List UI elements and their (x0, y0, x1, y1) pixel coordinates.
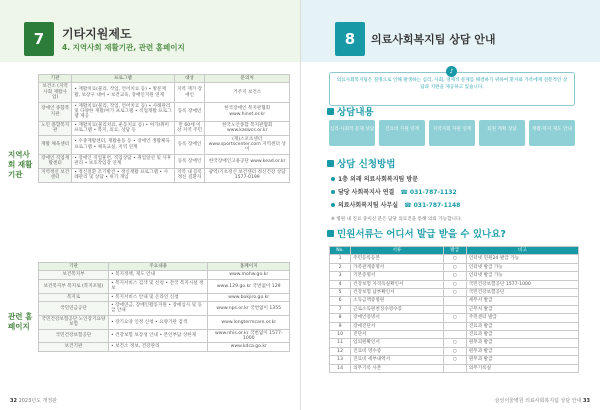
table-cell: 진료과 발급 (466, 322, 578, 330)
table-cell: 의무기록실 (466, 364, 578, 372)
table-cell: 지역 내 등록 정신 질환자 (174, 168, 205, 182)
table-cell: 장애인 종합복지관 (39, 102, 72, 121)
table-row (330, 314, 579, 322)
column-header: 대상 (174, 75, 205, 83)
table-cell: 세무서 발급 (466, 297, 578, 305)
table-cell: 진료과 발급 (466, 331, 578, 339)
table-row (330, 263, 579, 271)
table-row (330, 339, 579, 347)
table-cell: • 재활치료(물리치료, 운동치료 등) • 여가/취미 프로그램 • 복지, 의료, 상담 등 (72, 121, 174, 135)
table-cell: ○ (443, 289, 466, 297)
table-cell (443, 322, 466, 330)
table-cell: ○ (443, 280, 466, 288)
table-cell: 보건소 (지역사회 재활사업) (39, 83, 72, 102)
table-cell: 재활 체육센터 (39, 135, 72, 154)
table-cell: 지역 재가 장애인 (174, 83, 205, 102)
square-icon (327, 108, 334, 115)
table-cell: www.kdca.go.kr (208, 343, 290, 351)
table-cell: 7 (330, 305, 351, 313)
table-cell: 4 (330, 280, 351, 288)
table-cell: • 재활치료(물리, 작업, 언어치료 등) • 사례관리 및 다양한 재활/여가 프로그램 • 직업재활 프로그램 제공 (72, 102, 174, 121)
table-cell: 건강보험 납부확인서 (351, 289, 443, 297)
section-label-rehab: 지역사회 재활 기관 (8, 150, 33, 179)
table-cell: • 정신질환 조기발견 • 정신재활 프로그램 • 사례관리 및 상담 • 위기 개입 (72, 168, 174, 182)
table-cell: 등록 장애인 (174, 154, 205, 168)
apply-note: ※ 병원 내 진료 중이신 분은 담당 의료진을 통해 의뢰 가능합니다. (331, 217, 462, 222)
table-cell: ○ (443, 347, 466, 355)
footer-text: 삼성서울병원 의료사회복지팀 상담 안내 (494, 398, 582, 404)
table-cell: 5 (330, 289, 351, 297)
table-row (39, 121, 290, 135)
notice-box: 의료사회복지팀은 질병으로 인해 발생하는 심리, 사회, 경제적 문제를 해결하기 위하여 환자와 가족에게 전문적인 상담과 지원을 제공하고 있습니다. (329, 72, 575, 106)
phone-number: ☎ 031-787-1132 (400, 189, 457, 196)
table-cell: 2 (330, 263, 351, 271)
table-cell: 14 (330, 364, 351, 372)
bell-icon: ♪ (446, 66, 457, 77)
table-cell: • 보건소 정보, 건강관리 (108, 343, 208, 351)
table-cell: 한국노인종합 복지관협회 www.kaswcs.or.kr (205, 121, 290, 135)
right-footer (495, 397, 590, 404)
table-cell: 거주지 보건소 (205, 83, 290, 102)
footer-text: 2023년도 개정판 (18, 398, 58, 404)
topic-chip: 재활·복지 제도 안내 (529, 120, 575, 146)
table-cell (443, 364, 466, 372)
table-cell (443, 305, 466, 313)
table-cell: 등록 장애인 (174, 135, 205, 154)
table-cell (443, 331, 466, 339)
table-cell: 국민건강보험공단 (39, 329, 109, 343)
section-label-homepage: 관련 홈페이지 (8, 312, 33, 331)
table-cell: 국민건강보험공단 노인장기요양보험 (39, 315, 109, 329)
table-row (330, 289, 579, 297)
table-cell: www.nhis.or.kr 국번없이 1577-1000 (208, 329, 290, 343)
table-row (39, 293, 290, 301)
right-page (300, 0, 600, 410)
table-cell: 원무과 발급 (466, 339, 578, 347)
table-cell: 보건기관 (39, 343, 109, 351)
table-cell: ○ (443, 272, 466, 280)
table-row (39, 279, 290, 293)
rehab-table (38, 74, 290, 183)
table-cell: 복지로 (39, 293, 109, 301)
table-cell: • 장애연금, 장애인활동지원 • 장애심사 및 등급 안내 (108, 302, 208, 316)
table-cell: (재)스포츠센터 www.sportscenter.com 지역센터 상이 (205, 135, 290, 154)
table-row (330, 305, 579, 313)
homepage-table (38, 262, 290, 352)
page-number: 32 (10, 398, 17, 404)
table-row (39, 168, 290, 182)
right-header (301, 0, 600, 62)
table-cell: 11 (330, 339, 351, 347)
table-row (39, 102, 290, 121)
page-title: 의료사회복지팀 상담 안내 (371, 33, 496, 46)
table-cell: 만 60세 이상 지역 주민 (174, 121, 205, 135)
table-cell: www.nps.or.kr 국번없이 1355 (208, 302, 290, 316)
table-cell: 광역/기초정신 보건센터 정신건강 상담 1577-0199 (205, 168, 290, 182)
table-cell: www.bokjiro.go.kr (208, 293, 290, 301)
table-cell: 인터넷 발급 가능 (466, 272, 578, 280)
table-cell: 국민연금공단 (39, 302, 109, 316)
bullet-icon (331, 203, 335, 207)
table-row (39, 329, 290, 343)
section-title: 상담내용 (337, 107, 374, 118)
section-title: 상담 신청방법 (337, 159, 396, 170)
table-cell: 의무기록 사본 (351, 364, 443, 372)
table-cell: 건강보험 자격득실확인서 (351, 280, 443, 288)
page-subtitle: 4. 지역사회 재활기관, 관련 홈페이지 (62, 43, 185, 52)
column-header: 서류 (351, 247, 443, 255)
table-cell: 근로소득원천징수영수증 (351, 305, 443, 313)
bullet-icon (331, 190, 335, 194)
column-header: 기관 (39, 263, 109, 271)
table-cell: • 복지서비스 안내 및 온라인 신청 (108, 293, 208, 301)
topic-chip: 지역사회 자원 연계 (429, 120, 475, 146)
table-cell: • 장기요양 인정 신청 • 요양기관 검색 (108, 315, 208, 329)
table-cell: • 장애인 직업훈련, 직업상담 • 취업알선 및 사후관리 • 보호작업장 연계 (72, 154, 174, 168)
square-icon (327, 230, 334, 237)
topic-chip: 진료비 지원 연계 (379, 120, 425, 146)
column-header: 기관 (39, 75, 72, 83)
table-cell: 인터넷 민원24 발급 가능 (466, 255, 578, 263)
column-header: 문의처 (205, 75, 290, 83)
table-cell: • 건강보험 보장성 안내 • 본인부담 상한제 (108, 329, 208, 343)
table-cell: 원무과 발급 (466, 347, 578, 355)
table-cell: 8 (330, 314, 351, 322)
table-row (330, 322, 579, 330)
table-cell: 진단서 (351, 331, 443, 339)
table-cell: 기본증명서 (351, 272, 443, 280)
table-row (330, 356, 579, 364)
table-row (39, 135, 290, 154)
table-row (39, 83, 290, 102)
square-icon (327, 160, 334, 167)
table-row (39, 343, 290, 351)
table-cell: 장애인증명서 (351, 314, 443, 322)
table-cell: ○ (443, 339, 466, 347)
table-cell: 인터넷 발급 가능 (466, 263, 578, 271)
column-header: 발급 (443, 247, 466, 255)
apply-method (331, 174, 424, 183)
column-header: 주요내용 (108, 263, 208, 271)
table-row (330, 364, 579, 372)
page-number: 33 (583, 398, 590, 404)
chapter-number: 8 (335, 22, 365, 56)
table-cell: ○ (443, 255, 466, 263)
table-cell: 지역정신 보건센터 (39, 168, 72, 182)
table-row (330, 255, 579, 263)
table-row (39, 302, 290, 316)
table-cell: 한국장애인고용공단 www.kead.or.kr (205, 154, 290, 168)
table-cell: 한국장애인 복지관협회 www.hinet.or.kr (205, 102, 290, 121)
left-footer (10, 397, 57, 404)
table-cell: 3 (330, 272, 351, 280)
chapter-number: 7 (24, 22, 54, 56)
table-cell: 국민건강보험공단 (466, 289, 578, 297)
table-row (330, 331, 579, 339)
apply-method (331, 187, 457, 196)
section-heading (327, 156, 395, 170)
table-cell: www.129.go.kr 국번없이 129 (208, 279, 290, 293)
table-cell: 진료비 세부내역서 (351, 356, 443, 364)
table-cell: 9 (330, 322, 351, 330)
table-cell: 등록 장애인 (174, 102, 205, 121)
table-cell: ○ (443, 356, 466, 364)
section-title: 민원서류는 어디서 발급 받을 수 있나요? (337, 229, 506, 240)
table-cell: www.longtermcare.or.kr (208, 315, 290, 329)
table-cell: 보건복지부 복지로 (복지포털) (39, 279, 109, 293)
documents-table (329, 246, 579, 373)
table-cell: 12 (330, 347, 351, 355)
table-cell (443, 297, 466, 305)
table-row (330, 347, 579, 355)
table-row (39, 315, 290, 329)
table-cell: ○ (443, 263, 466, 271)
table-cell: 13 (330, 356, 351, 364)
table-cell: 장애인 직업재활센터 (39, 154, 72, 168)
table-cell: 입퇴원확인서 (351, 339, 443, 347)
table-cell: • 재활치료(물리, 작업, 언어치료 등) • 방문재활, 보장구 대여 • 보건교육, 장애인지원 연계 (72, 83, 174, 102)
table-cell: 원무과 발급 (466, 356, 578, 364)
table-cell: • 수중재활센터, 재활운동 등 • 장애인 생활체육 프로그램 • 체육교실, 지역 연계 (72, 135, 174, 154)
column-header: No. (330, 247, 351, 255)
table-cell: www.mohw.go.kr (208, 271, 290, 279)
method-label: 담당 사회복지사 연결 (338, 189, 395, 196)
table-cell: 진료비 영수증 (351, 347, 443, 355)
column-header: 비고 (466, 247, 578, 255)
table-cell: 장애진단서 (351, 322, 443, 330)
method-label: 의료사회복지팀 사무실 (338, 202, 399, 209)
table-row (330, 280, 579, 288)
table-cell: ○ (443, 314, 466, 322)
phone-number: ☎ 031-787-1148 (404, 202, 461, 209)
topic-chip: 퇴원 계획 상담 (479, 120, 525, 146)
consult-topics (329, 120, 575, 146)
apply-method (331, 200, 460, 209)
table-cell: • 복지서비스 검색 및 신청 • 전국 복지시설 정보 (108, 279, 208, 293)
table-cell: 10 (330, 331, 351, 339)
table-cell: • 복지정책, 제도 안내 (108, 271, 208, 279)
topic-chip: 심리·사회적 문제 상담 (329, 120, 375, 146)
table-row (330, 297, 579, 305)
table-row (39, 271, 290, 279)
method-label: 1층 외래 의료사회복지팀 방문 (338, 176, 418, 183)
table-row (330, 272, 579, 280)
table-cell: 근무처 발급 (466, 305, 578, 313)
table-cell: 주민센터 발급 (466, 314, 578, 322)
table-cell: 가족관계증명서 (351, 263, 443, 271)
section-heading (327, 226, 506, 240)
left-header (0, 0, 300, 62)
bullet-icon (331, 177, 335, 181)
table-cell: 1 (330, 255, 351, 263)
column-header: 프로그램 (72, 75, 174, 83)
table-cell: 노인 종합복지관 (39, 121, 72, 135)
table-cell: 국민건강보험공단 1577-1000 (466, 280, 578, 288)
table-cell: 보건복지부 (39, 271, 109, 279)
column-header: 홈페이지 (208, 263, 290, 271)
section-heading (327, 104, 374, 118)
table-cell: 6 (330, 297, 351, 305)
page-title: 기타지원제도 (62, 27, 132, 41)
table-cell: 주민등록등본 (351, 255, 443, 263)
table-row (39, 154, 290, 168)
table-cell: 소득금액증명원 (351, 297, 443, 305)
